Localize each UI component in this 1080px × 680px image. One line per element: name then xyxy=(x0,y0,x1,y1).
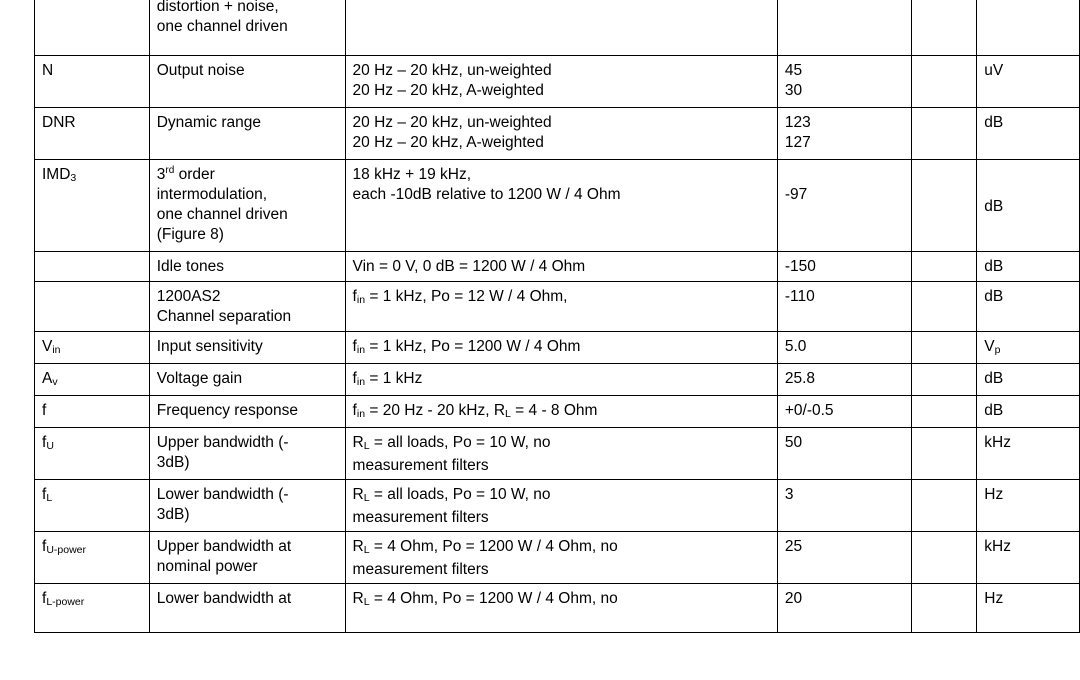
parameter-line: one channel driven xyxy=(156,18,288,35)
condition-cell: 20 Hz – 20 kHz, un-weighted 20 Hz – 20 kHz, A-weighted xyxy=(345,108,777,160)
parameter-cell: Upper bandwidth at nominal power xyxy=(149,532,345,584)
value-cell: 123 127 xyxy=(777,108,911,160)
table-row xyxy=(35,584,1080,633)
unit-cell: Hz xyxy=(977,480,1080,532)
symbol-cell: IMD3 xyxy=(35,160,150,252)
table-row xyxy=(35,0,1080,56)
parameter-cell: Upper bandwidth (- 3dB) xyxy=(149,428,345,480)
condition-cell: 20 Hz – 20 kHz, un-weighted 20 Hz – 20 kHz, A-weighted xyxy=(345,56,777,108)
symbol-cell xyxy=(35,252,150,282)
table-row xyxy=(35,282,1080,332)
spacer-cell xyxy=(911,108,977,160)
table-row xyxy=(35,332,1080,364)
unit-cell: kHz xyxy=(977,428,1080,480)
parameter-cell: Frequency response xyxy=(149,396,345,428)
condition-cell: RL = all loads, Po = 10 W, no measurement filters xyxy=(345,480,777,532)
value-cell: 20 xyxy=(777,584,911,633)
spacer-cell xyxy=(911,396,977,428)
value-cell: 45 30 xyxy=(777,56,911,108)
condition-cell: Vin = 0 V, 0 dB = 1200 W / 4 Ohm xyxy=(345,252,777,282)
condition-cell: fin = 1 kHz, Po = 1200 W / 4 Ohm xyxy=(345,332,777,364)
table-row xyxy=(35,428,1080,480)
spacer-cell xyxy=(911,282,977,332)
symbol-cell: f xyxy=(35,396,150,428)
spacer-cell xyxy=(911,584,977,633)
symbol-cell xyxy=(35,0,150,56)
spacer-cell xyxy=(911,252,977,282)
table-row xyxy=(35,108,1080,160)
value-cell: +0/-0.5 xyxy=(777,396,911,428)
condition-cell: RL = 4 Ohm, Po = 1200 W / 4 Ohm, no xyxy=(345,584,777,633)
parameter-line: distortion + noise, xyxy=(156,0,279,15)
symbol-cell: fL-power xyxy=(35,584,150,633)
unit-cell: dB xyxy=(977,252,1080,282)
table-row xyxy=(35,160,1080,252)
parameter-cell xyxy=(149,0,345,56)
spacer-cell xyxy=(911,160,977,252)
value-cell: 50 xyxy=(777,428,911,480)
spacer-cell xyxy=(911,56,977,108)
parameter-cell: Idle tones xyxy=(149,252,345,282)
table-row xyxy=(35,396,1080,428)
condition-cell xyxy=(345,0,777,56)
parameter-cell: Lower bandwidth at xyxy=(149,584,345,633)
spacer-cell xyxy=(911,332,977,364)
parameter-cell: Input sensitivity xyxy=(149,332,345,364)
parameter-cell: Voltage gain xyxy=(149,364,345,396)
condition-cell: fin = 1 kHz xyxy=(345,364,777,396)
unit-cell: uV xyxy=(977,56,1080,108)
spec-table xyxy=(34,0,1080,633)
symbol-cell: fU xyxy=(35,428,150,480)
value-cell xyxy=(777,0,911,56)
symbol-cell: fL xyxy=(35,480,150,532)
parameter-cell: Lower bandwidth (- 3dB) xyxy=(149,480,345,532)
unit-cell xyxy=(977,0,1080,56)
parameter-cell: Output noise xyxy=(149,56,345,108)
table-row xyxy=(35,480,1080,532)
unit-cell: dB xyxy=(977,160,1080,252)
symbol-cell: N xyxy=(35,56,150,108)
table-row xyxy=(35,532,1080,584)
parameter-cell: Dynamic range xyxy=(149,108,345,160)
unit-cell: dB xyxy=(977,108,1080,160)
parameter-cell: 3rd order intermodulation, one channel driven (Figure 8) xyxy=(149,160,345,252)
condition-cell: fin = 20 Hz - 20 kHz, RL = 4 - 8 Ohm xyxy=(345,396,777,428)
spacer-cell xyxy=(911,428,977,480)
parameter-cell: 1200AS2 Channel separation xyxy=(149,282,345,332)
unit-cell: dB xyxy=(977,396,1080,428)
value-cell: -150 xyxy=(777,252,911,282)
table-row xyxy=(35,56,1080,108)
symbol-cell: fU-power xyxy=(35,532,150,584)
condition-cell: RL = 4 Ohm, Po = 1200 W / 4 Ohm, no measurement filters xyxy=(345,532,777,584)
unit-cell: dB xyxy=(977,364,1080,396)
spacer-cell xyxy=(911,364,977,396)
value-cell: 5.0 xyxy=(777,332,911,364)
symbol-cell: DNR xyxy=(35,108,150,160)
value-cell: 25 xyxy=(777,532,911,584)
unit-cell: dB xyxy=(977,282,1080,332)
table-row xyxy=(35,252,1080,282)
condition-cell: fin = 1 kHz, Po = 12 W / 4 Ohm, xyxy=(345,282,777,332)
spacer-cell xyxy=(911,532,977,584)
value-cell: -110 xyxy=(777,282,911,332)
unit-cell: Hz xyxy=(977,584,1080,633)
symbol-cell: Av xyxy=(35,364,150,396)
value-cell: -97 xyxy=(777,160,911,252)
condition-cell: RL = all loads, Po = 10 W, no measurement filters xyxy=(345,428,777,480)
spacer-cell xyxy=(911,0,977,56)
unit-cell: kHz xyxy=(977,532,1080,584)
unit-cell: Vp xyxy=(977,332,1080,364)
symbol-cell: Vin xyxy=(35,332,150,364)
symbol-cell xyxy=(35,282,150,332)
value-cell: 3 xyxy=(777,480,911,532)
spacer-cell xyxy=(911,480,977,532)
condition-cell: 18 kHz + 19 kHz, each -10dB relative to 1200 W / 4 Ohm xyxy=(345,160,777,252)
table-row xyxy=(35,364,1080,396)
value-cell: 25.8 xyxy=(777,364,911,396)
